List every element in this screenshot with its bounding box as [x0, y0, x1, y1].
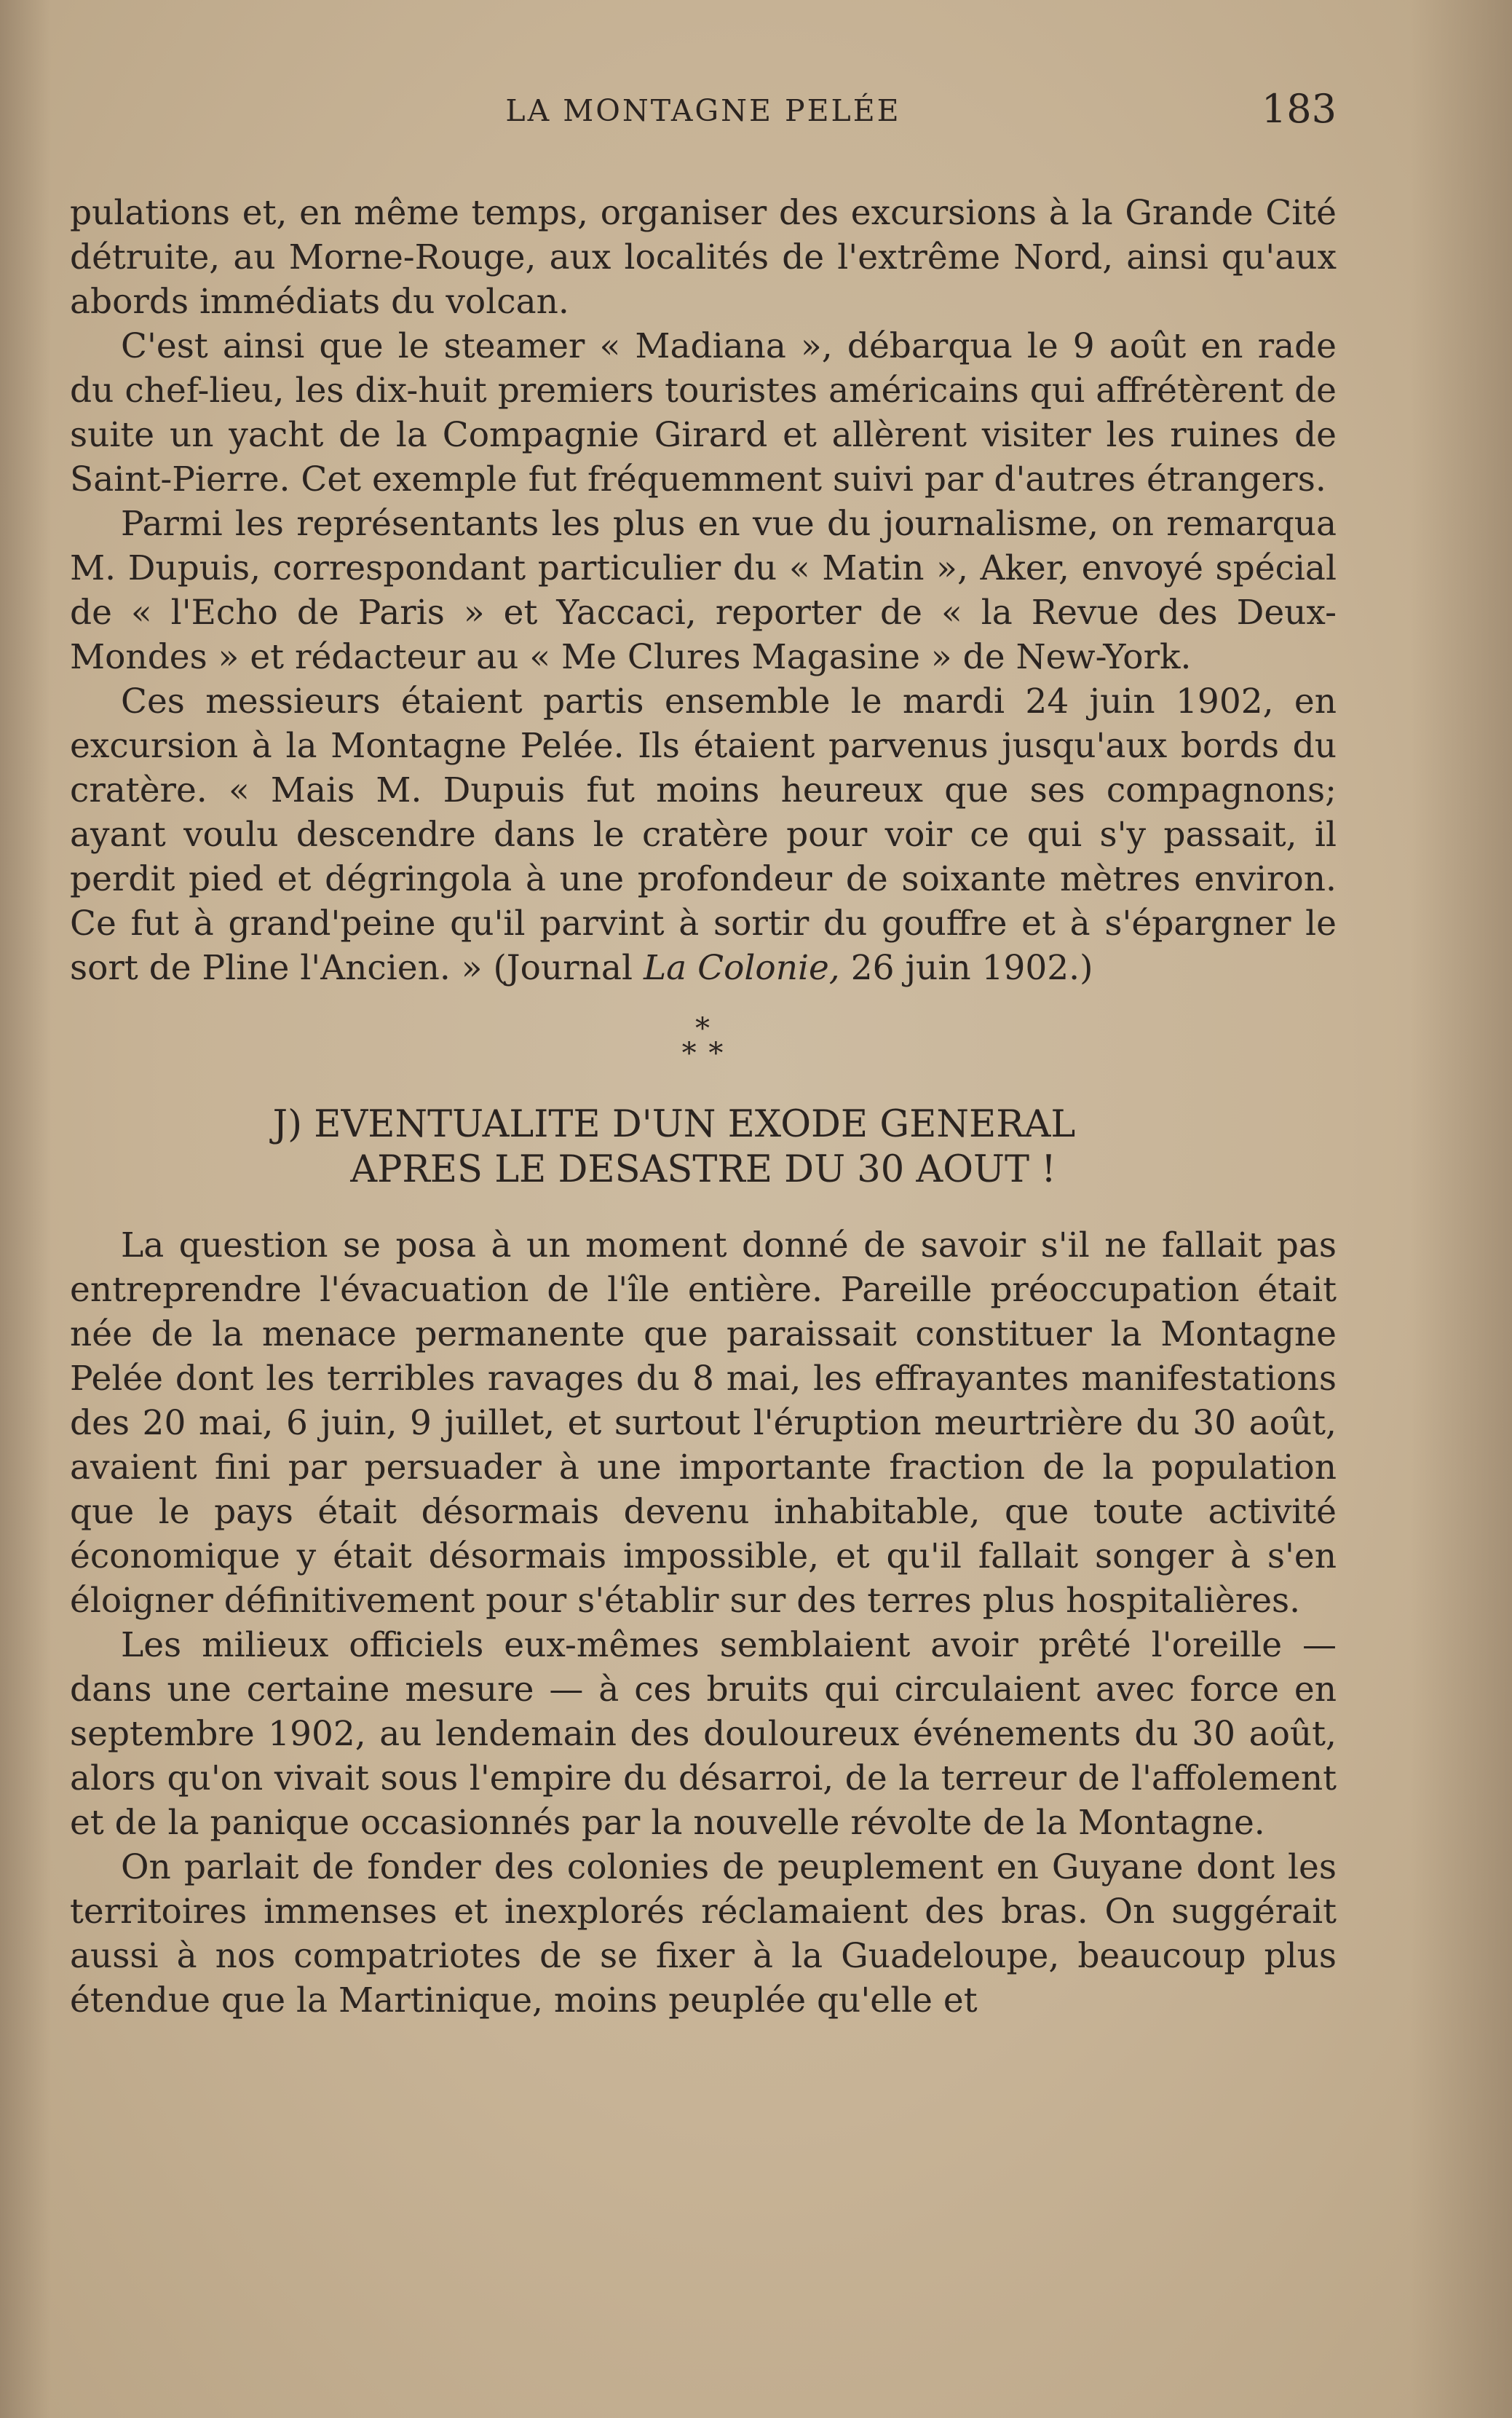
paragraph-3: Parmi les représentants les plus en vue du journalisme, on remarqua M. Dupuis, correspondant particulier du « Matin », Aker, envoyé spécial de « l'Echo de Paris » et Yaccaci, reporter de « la Revue des Deux-Mondes » et rédacteur au « Me Clures Magasine » de New-York.	[70, 504, 1337, 677]
paragraph-4-text: Ces messieurs étaient partis ensemble le mardi 24 juin 1902, en excursion à la Montagne Pelée. Ils étaient parvenus jusqu'aux bords du cratère. « Mais M. Dupuis fut moins heureux que ses compagnons; ayant voulu descendre dans le cratère pour voir ce qui s'y passait, il perdit pied et dégringola à une profondeur de soixante mètres environ. Ce fut à grand'peine qu'il parvint à sortir du gouffre et à s'épargner le sort de Pline l'Ancien. » (Journal	[70, 681, 1337, 988]
asterism-top: *	[695, 1012, 711, 1046]
paragraph-2: C'est ainsi que le steamer « Madiana », débarqua le 9 août en rade du chef-lieu, les dix-huit premiers touristes américains qui affrétèrent de suite un yacht de la Compagnie Girard et allèrent visiter les ruines de Saint-Pierre. Cet exemple fut fréquemment suivi par d'autres étrangers.	[70, 326, 1337, 499]
paragraph-4-date: 26 juin 1902.)	[850, 948, 1093, 988]
paragraph-6: Les milieux officiels eux-mêmes semblaient avoir prêté l'oreille — dans une certaine mesure — à ces bruits qui circulaient avec force en septembre 1902, au lendemain des douloureux événements du 30 août, alors qu'on vivait sous l'empire du désarroi, de la terreur de l'affolement et de la panique occasionnés par la nouvelle révolte de la Montagne.	[70, 1625, 1337, 1843]
running-header	[70, 86, 1337, 137]
paragraph-7: On parlait de fonder des colonies de peuplement en Guyane dont les territoires immenses et inexplorés réclamaient des bras. On suggérait aussi à nos compatriotes de se fixer à la Guadeloupe, beaucoup plus étendue que la Martinique, moins peuplée qu'elle et	[70, 1847, 1337, 2020]
section-heading-line-2: APRES LE DESASTRE DU 30 AOUT !	[350, 1148, 1056, 1191]
section-heading-line-1: J) EVENTUALITE D'UN EXODE GENERAL	[272, 1103, 1076, 1146]
asterism-bottom: * *	[681, 1037, 725, 1070]
paragraph-1: pulations et, en même temps, organiser des excursions à la Grande Cité détruite, au Morne-Rouge, aux localités de l'extrême Nord, ainsi qu'aux abords immédiats du volcan.	[70, 193, 1337, 322]
body-text	[70, 191, 1337, 2023]
paragraph-5: La question se posa à un moment donné de savoir s'il ne fallait pas entreprendre l'évacuation de l'île entière. Pareille préoccupation était née de la menace permanente que paraissait constituer la Montagne Pelée dont les terribles ravages du 8 mai, les effrayantes manifestations des 20 mai, 6 juin, 9 juillet, et surtout l'éruption meurtrière du 30 août, avaient fini par persuader à une importante fraction de la population que le pays était désormais devenu inhabitable, que toute activité économique y était désormais impossible, et qu'il fallait songer à s'en éloigner définitivement pour s'établir sur des terres plus hospitalières.	[70, 1225, 1337, 1621]
newspaper-title: La Colonie,	[643, 948, 840, 988]
running-title: LA MONTAGNE PELÉE	[505, 93, 901, 128]
page-number: 183	[1261, 86, 1337, 132]
paragraph-4	[70, 679, 1337, 990]
asterism-divider	[70, 1012, 1337, 1070]
section-heading	[70, 1102, 1337, 1193]
